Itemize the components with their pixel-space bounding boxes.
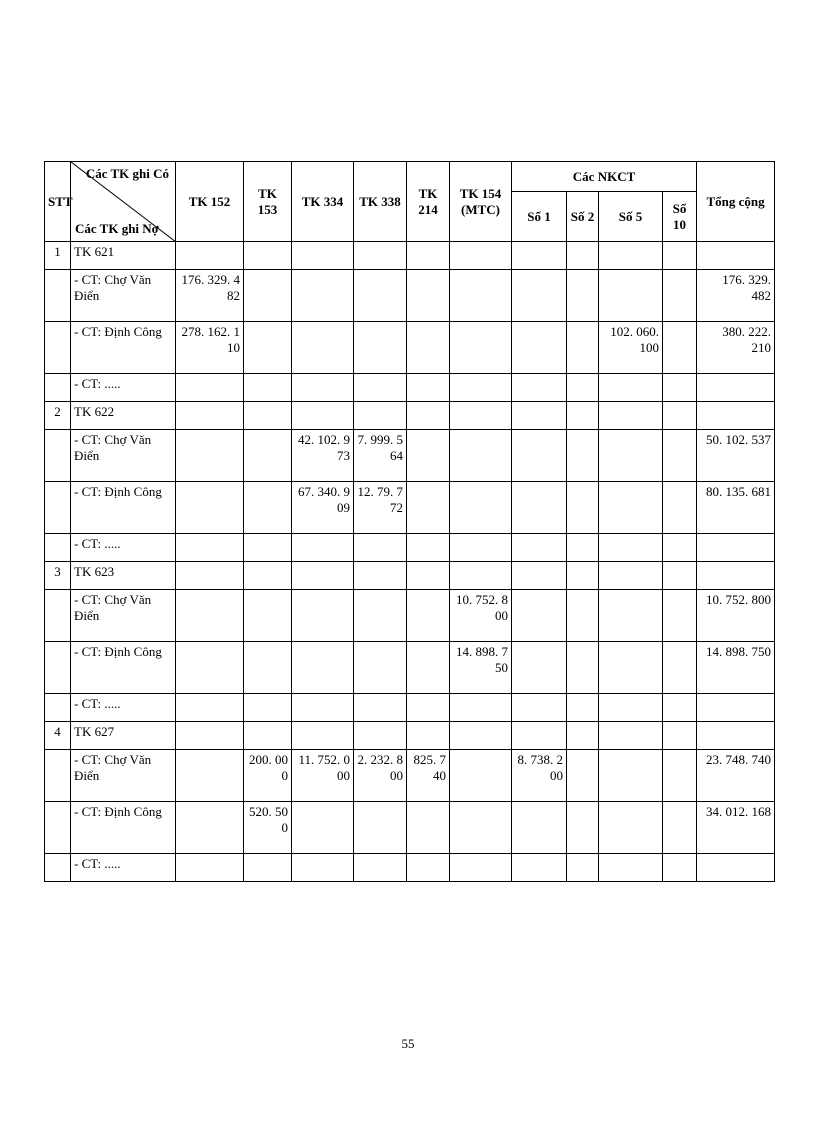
cell-name: - CT: Định Công <box>71 802 176 854</box>
cell-total <box>697 854 775 882</box>
cell-so10 <box>663 854 697 882</box>
cell-tk214 <box>407 590 450 642</box>
cell-tk338 <box>354 590 407 642</box>
cell-so1 <box>512 642 567 694</box>
cell-tk152: 278. 162. 110 <box>176 322 244 374</box>
cell-total <box>697 722 775 750</box>
cell-stt <box>45 430 71 482</box>
cell-so5 <box>599 534 663 562</box>
cell-name: - CT: Chợ Văn Điển <box>71 590 176 642</box>
cell-tk338 <box>354 854 407 882</box>
cell-so2 <box>567 642 599 694</box>
cell-stt <box>45 854 71 882</box>
cell-so1 <box>512 590 567 642</box>
cell-tk154 <box>450 482 512 534</box>
cell-so5 <box>599 374 663 402</box>
cell-so10 <box>663 374 697 402</box>
cell-tk153 <box>244 402 292 430</box>
cell-so10 <box>663 642 697 694</box>
table-header <box>45 162 775 242</box>
header-tk154: TK 154 (MTC) <box>450 162 512 242</box>
cell-tk338: 7. 999. 564 <box>354 430 407 482</box>
cell-tk338 <box>354 374 407 402</box>
cell-name: TK 622 <box>71 402 176 430</box>
table-row <box>45 694 775 722</box>
cell-tk214 <box>407 562 450 590</box>
cell-stt <box>45 694 71 722</box>
cell-tk152 <box>176 722 244 750</box>
cell-tk334: 67. 340. 909 <box>292 482 354 534</box>
cell-stt: 1 <box>45 242 71 270</box>
page-number: 55 <box>401 1036 415 1051</box>
header-so2: Số 2 <box>567 192 599 242</box>
cell-so1 <box>512 242 567 270</box>
cell-tk214 <box>407 722 450 750</box>
cell-so10 <box>663 430 697 482</box>
table-row <box>45 270 775 322</box>
table-row <box>45 802 775 854</box>
cell-so2 <box>567 430 599 482</box>
cell-so10 <box>663 694 697 722</box>
cell-name: - CT: Chợ Văn Điển <box>71 430 176 482</box>
table-row <box>45 374 775 402</box>
cell-stt <box>45 642 71 694</box>
cell-name: - CT: ..... <box>71 694 176 722</box>
cell-tk214 <box>407 374 450 402</box>
table-row <box>45 430 775 482</box>
cell-so2 <box>567 374 599 402</box>
cell-stt <box>45 802 71 854</box>
cell-tk214 <box>407 802 450 854</box>
cell-tk154 <box>450 802 512 854</box>
cell-tk334 <box>292 590 354 642</box>
cell-total: 80. 135. 681 <box>697 482 775 534</box>
header-accounts <box>71 162 176 242</box>
cell-stt: 4 <box>45 722 71 750</box>
cell-tk152 <box>176 482 244 534</box>
table-row <box>45 750 775 802</box>
cell-name: - CT: Định Công <box>71 322 176 374</box>
cell-tk152 <box>176 854 244 882</box>
cell-tk153 <box>244 374 292 402</box>
cell-so5 <box>599 722 663 750</box>
cell-so10 <box>663 242 697 270</box>
cell-tk152 <box>176 430 244 482</box>
table-row <box>45 562 775 590</box>
table-row <box>45 722 775 750</box>
cell-tk334 <box>292 562 354 590</box>
table-row <box>45 854 775 882</box>
cell-tk153 <box>244 534 292 562</box>
cell-so10 <box>663 562 697 590</box>
cell-tk154 <box>450 270 512 322</box>
cell-tk154 <box>450 374 512 402</box>
cell-so5 <box>599 242 663 270</box>
cell-so10 <box>663 402 697 430</box>
cell-tk152 <box>176 750 244 802</box>
cell-tk338 <box>354 642 407 694</box>
header-tk338: TK 338 <box>354 162 407 242</box>
cell-total: 380. 222. 210 <box>697 322 775 374</box>
cell-so5 <box>599 430 663 482</box>
cell-so10 <box>663 534 697 562</box>
cell-tk152 <box>176 642 244 694</box>
cell-tk152 <box>176 534 244 562</box>
cell-total <box>697 562 775 590</box>
cell-tk334: 11. 752. 000 <box>292 750 354 802</box>
cell-tk153 <box>244 854 292 882</box>
cell-stt <box>45 270 71 322</box>
cell-tk154 <box>450 854 512 882</box>
cell-so2 <box>567 534 599 562</box>
cell-so1 <box>512 694 567 722</box>
cell-tk152: 176. 329. 482 <box>176 270 244 322</box>
cell-tk338 <box>354 802 407 854</box>
cell-total: 34. 012. 168 <box>697 802 775 854</box>
cell-tk153 <box>244 642 292 694</box>
cell-tk152 <box>176 374 244 402</box>
cell-tk152 <box>176 402 244 430</box>
cell-so10 <box>663 590 697 642</box>
cell-so1 <box>512 402 567 430</box>
cell-tk154 <box>450 562 512 590</box>
cell-tk334 <box>292 242 354 270</box>
cell-tk338 <box>354 322 407 374</box>
cell-so5: 102. 060. 100 <box>599 322 663 374</box>
header-debit-label: Các TK ghi Nợ <box>75 221 159 236</box>
cell-total <box>697 534 775 562</box>
cell-so5 <box>599 694 663 722</box>
cell-so5 <box>599 854 663 882</box>
cell-name: - CT: ..... <box>71 374 176 402</box>
cell-so1: 8. 738. 200 <box>512 750 567 802</box>
cell-so2 <box>567 722 599 750</box>
table-row <box>45 242 775 270</box>
cell-tk214: 825. 740 <box>407 750 450 802</box>
header-so5: Số 5 <box>599 192 663 242</box>
cell-tk153 <box>244 694 292 722</box>
table-row <box>45 402 775 430</box>
cell-stt <box>45 590 71 642</box>
cell-tk153 <box>244 430 292 482</box>
cell-name: - CT: Định Công <box>71 482 176 534</box>
cell-name: - CT: Chợ Văn Điển <box>71 270 176 322</box>
header-so10: Số 10 <box>663 192 697 242</box>
table-row <box>45 482 775 534</box>
cell-so10 <box>663 722 697 750</box>
table-body <box>45 242 775 882</box>
cell-tk154 <box>450 242 512 270</box>
cell-tk334 <box>292 694 354 722</box>
cell-tk153 <box>244 562 292 590</box>
cell-tk214 <box>407 242 450 270</box>
cell-total: 10. 752. 800 <box>697 590 775 642</box>
cell-so2 <box>567 562 599 590</box>
cell-total <box>697 694 775 722</box>
cell-tk338 <box>354 562 407 590</box>
cell-tk334 <box>292 270 354 322</box>
cell-so5 <box>599 750 663 802</box>
cell-stt <box>45 374 71 402</box>
cell-tk153 <box>244 242 292 270</box>
cell-so2 <box>567 242 599 270</box>
cell-tk334 <box>292 802 354 854</box>
cell-tk154 <box>450 430 512 482</box>
cell-tk214 <box>407 642 450 694</box>
cell-so2 <box>567 802 599 854</box>
cell-total: 14. 898. 750 <box>697 642 775 694</box>
cell-stt <box>45 322 71 374</box>
cell-so2 <box>567 482 599 534</box>
cell-stt: 3 <box>45 562 71 590</box>
cell-so2 <box>567 694 599 722</box>
cell-so10 <box>663 270 697 322</box>
cell-tk153: 200. 000 <box>244 750 292 802</box>
header-credit-label: Các TK ghi Có <box>85 166 169 181</box>
cell-tk338 <box>354 270 407 322</box>
cell-name: TK 627 <box>71 722 176 750</box>
cell-so2 <box>567 750 599 802</box>
cell-tk214 <box>407 402 450 430</box>
cell-tk334 <box>292 534 354 562</box>
cell-total: 50. 102. 537 <box>697 430 775 482</box>
cell-tk214 <box>407 270 450 322</box>
cell-so5 <box>599 482 663 534</box>
cell-tk154: 10. 752. 800 <box>450 590 512 642</box>
cell-so2 <box>567 402 599 430</box>
cell-so10 <box>663 482 697 534</box>
cell-stt <box>45 534 71 562</box>
cell-tk152 <box>176 590 244 642</box>
cell-tk334: 42. 102. 973 <box>292 430 354 482</box>
table-row <box>45 642 775 694</box>
cell-tk334 <box>292 322 354 374</box>
cell-so1 <box>512 270 567 322</box>
cell-tk153 <box>244 482 292 534</box>
header-so1: Số 1 <box>512 192 567 242</box>
cell-name: TK 623 <box>71 562 176 590</box>
cell-tk153 <box>244 322 292 374</box>
cell-so10 <box>663 322 697 374</box>
header-tk334: TK 334 <box>292 162 354 242</box>
cell-tk334 <box>292 854 354 882</box>
cell-tk334 <box>292 642 354 694</box>
cell-tk338: 12. 79. 772 <box>354 482 407 534</box>
cell-tk152 <box>176 562 244 590</box>
cell-tk153 <box>244 590 292 642</box>
cell-stt: 2 <box>45 402 71 430</box>
cell-tk152 <box>176 802 244 854</box>
cell-tk334 <box>292 374 354 402</box>
header-tk214: TK 214 <box>407 162 450 242</box>
table-row <box>45 590 775 642</box>
cell-tk153 <box>244 722 292 750</box>
cell-so2 <box>567 590 599 642</box>
cell-tk152 <box>176 242 244 270</box>
cell-so1 <box>512 430 567 482</box>
cell-tk153 <box>244 270 292 322</box>
cell-so1 <box>512 534 567 562</box>
header-nkct-group: Các NKCT <box>512 162 697 192</box>
cell-tk214 <box>407 482 450 534</box>
cell-tk334 <box>292 402 354 430</box>
cell-so1 <box>512 322 567 374</box>
cell-total <box>697 402 775 430</box>
cell-tk154 <box>450 750 512 802</box>
cell-so2 <box>567 854 599 882</box>
cell-name: TK 621 <box>71 242 176 270</box>
cell-tk338 <box>354 694 407 722</box>
allocation-table <box>44 161 775 882</box>
header-tk153: TK 153 <box>244 162 292 242</box>
cell-tk214 <box>407 430 450 482</box>
cell-tk338: 2. 232. 800 <box>354 750 407 802</box>
cell-tk154 <box>450 322 512 374</box>
cell-so1 <box>512 374 567 402</box>
cell-so1 <box>512 482 567 534</box>
cell-so5 <box>599 642 663 694</box>
cell-tk214 <box>407 322 450 374</box>
cell-tk153: 520. 500 <box>244 802 292 854</box>
cell-tk214 <box>407 854 450 882</box>
cell-so5 <box>599 802 663 854</box>
cell-total: 176. 329. 482 <box>697 270 775 322</box>
cell-so1 <box>512 722 567 750</box>
cell-name: - CT: Chợ Văn Điển <box>71 750 176 802</box>
cell-tk338 <box>354 534 407 562</box>
cell-tk338 <box>354 722 407 750</box>
header-total: Tổng cộng <box>697 162 775 242</box>
cell-name: - CT: Định Công <box>71 642 176 694</box>
cell-tk214 <box>407 694 450 722</box>
cell-total <box>697 242 775 270</box>
cell-total: 23. 748. 740 <box>697 750 775 802</box>
cell-so5 <box>599 402 663 430</box>
cell-so5 <box>599 270 663 322</box>
cell-tk154 <box>450 402 512 430</box>
cell-tk154 <box>450 534 512 562</box>
cell-so1 <box>512 562 567 590</box>
cell-tk154 <box>450 694 512 722</box>
cell-name: - CT: ..... <box>71 534 176 562</box>
cell-name: - CT: ..... <box>71 854 176 882</box>
cell-tk334 <box>292 722 354 750</box>
cell-so1 <box>512 802 567 854</box>
cell-tk214 <box>407 534 450 562</box>
cell-so2 <box>567 270 599 322</box>
cell-so10 <box>663 802 697 854</box>
table-row <box>45 534 775 562</box>
table-row <box>45 322 775 374</box>
header-stt: STT <box>45 162 71 242</box>
cell-tk154 <box>450 722 512 750</box>
header-tk152: TK 152 <box>176 162 244 242</box>
cell-tk152 <box>176 694 244 722</box>
cell-tk338 <box>354 402 407 430</box>
cell-stt <box>45 750 71 802</box>
cell-so2 <box>567 322 599 374</box>
cell-total <box>697 374 775 402</box>
cell-so10 <box>663 750 697 802</box>
cell-tk154: 14. 898. 750 <box>450 642 512 694</box>
cell-so1 <box>512 854 567 882</box>
cell-so5 <box>599 590 663 642</box>
cell-stt <box>45 482 71 534</box>
cell-so5 <box>599 562 663 590</box>
cell-tk338 <box>354 242 407 270</box>
